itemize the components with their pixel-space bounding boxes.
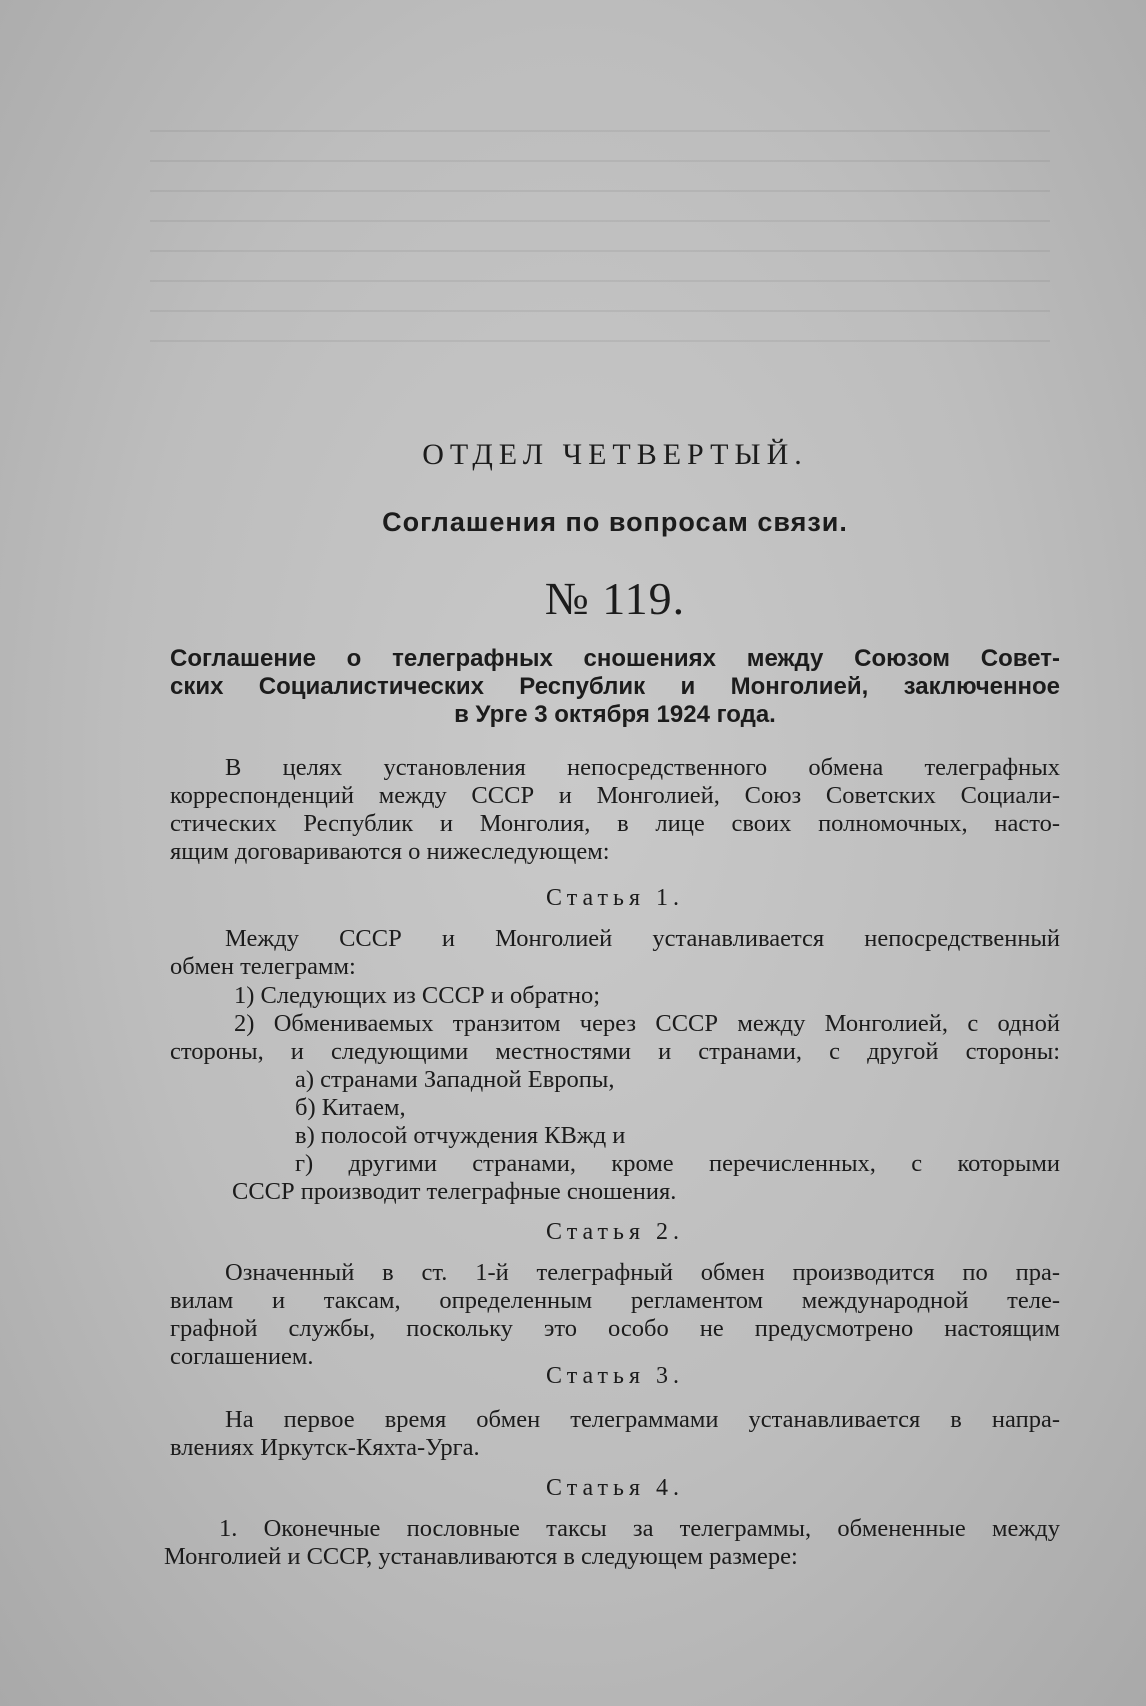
text-line: В целях установления непосредственного обмена телеграфных [225, 754, 1060, 781]
text-line: обмен телеграмм: [170, 953, 356, 980]
article-paragraph [170, 1406, 1060, 1462]
text-line: графной службы, поскольку это особо не предусмотрено настоящим [170, 1315, 1060, 1342]
document-number: № 119. [544, 573, 686, 624]
article-paragraph [164, 1515, 1060, 1571]
text-line: Означенный в ст. 1-й телеграфный обмен производится по пра- [225, 1259, 1060, 1286]
list-item: стороны, и следующими местностями и странами, с другой стороны: [170, 1038, 1060, 1065]
article-title: Статья 1. [546, 885, 684, 911]
text-line: корреспонденций между СССР и Монголией, Союз Советских Социали- [170, 782, 1060, 809]
text-line: соглашением. [170, 1343, 314, 1370]
text-line: ящим договариваются о нижеследующем: [170, 838, 610, 865]
list-item: 2) Обмениваемых транзитом через СССР между Монголией, с одной [234, 1010, 1060, 1037]
article-title: Статья 3. [546, 1363, 684, 1389]
text-line: Монголией и СССР, устанавливаются в следующем размере: [164, 1543, 798, 1570]
text-line: стических Республик и Монголия, в лице своих полномочных, насто- [170, 810, 1060, 837]
section-title: ОТДЕЛ ЧЕТВЕРТЫЙ. [422, 438, 808, 471]
heading-line: в Урге 3 октября 1924 года. [454, 701, 776, 728]
list-item: а) странами Западной Европы, [295, 1066, 615, 1093]
list-item: г) другими странами, кроме перечисленных, с которыми [295, 1150, 1060, 1177]
section-subtitle: Соглашения по вопросам связи. [382, 507, 848, 537]
article-paragraph [170, 1259, 1060, 1371]
heading-line: Соглашение о телеграфных сношениях между Союзом Совет- [170, 645, 1060, 672]
article-paragraph [170, 925, 1060, 981]
text-line: 1. Оконечные пословные таксы за телеграммы, обмененные между [219, 1515, 1060, 1542]
text-line: вилам и таксам, определенным регламентом международной теле- [170, 1287, 1060, 1314]
text-line: влениях Иркутск-Кяхта-Урга. [170, 1434, 480, 1461]
list-item: СССР производит телеграфные сношения. [232, 1178, 677, 1205]
bleed-through-text [150, 130, 1050, 350]
preamble-paragraph [170, 754, 1060, 866]
list-item: б) Китаем, [295, 1094, 406, 1121]
text-line: Между СССР и Монголией устанавливается непосредственный [225, 925, 1060, 952]
list-item: в) полосой отчуждения КВжд и [295, 1122, 626, 1149]
article-title: Статья 2. [546, 1219, 684, 1245]
text-line: На первое время обмен телеграммами устанавливается в напра- [225, 1406, 1060, 1433]
article-title: Статья 4. [546, 1475, 684, 1501]
heading-line: ских Социалистических Республик и Монголией, заключенное [170, 673, 1060, 700]
list-item: 1) Следующих из СССР и обратно; [234, 982, 601, 1009]
document-heading [170, 645, 1060, 729]
